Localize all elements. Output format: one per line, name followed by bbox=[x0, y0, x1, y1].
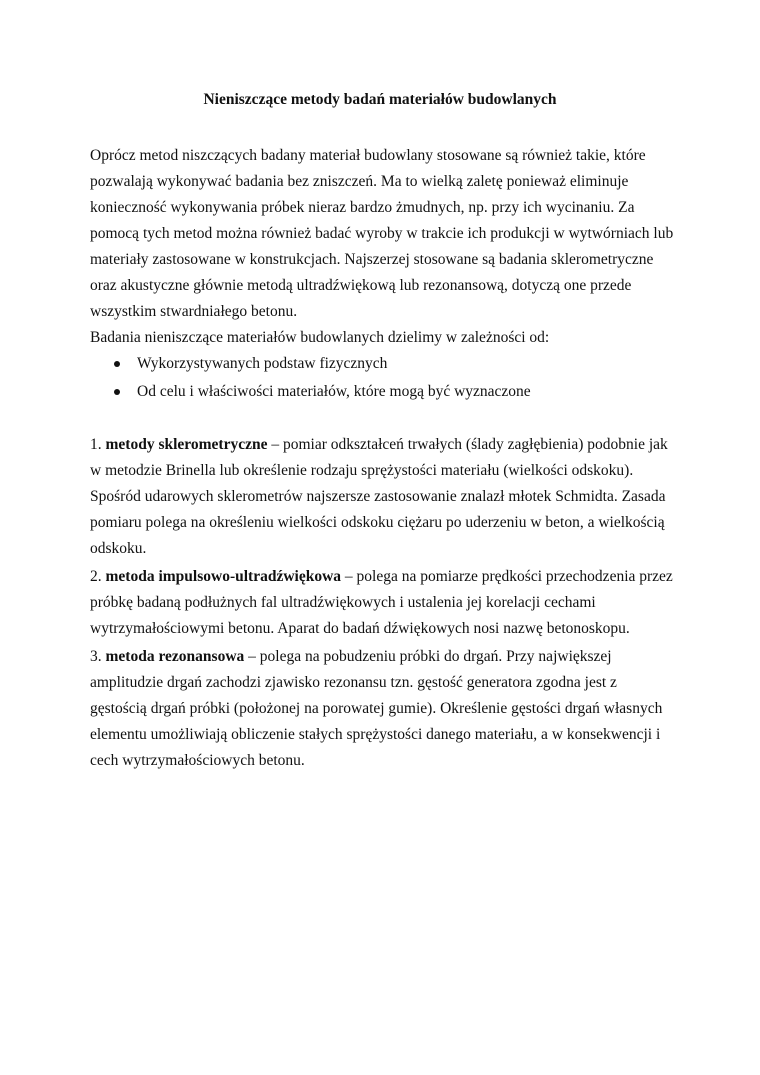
method-number: 1. bbox=[90, 436, 102, 453]
bullet-icon bbox=[114, 389, 120, 395]
method-3-heading-line bbox=[90, 647, 612, 667]
method-name: metoda rezonansowa bbox=[105, 648, 245, 665]
method-name: metody sklerometryczne bbox=[105, 436, 268, 453]
method-description: – polega na pobudzeniu próbki do drgań. Przy największej bbox=[244, 648, 612, 665]
method-1-line: Spośród udarowych sklerometrów najszersze zastosowanie znalazł młotek Schmidta. Zasada bbox=[90, 488, 666, 505]
method-3-line: elementu umożliwiają obliczenie stałych sprężystości danego materiału, a w konsekwencji i bbox=[90, 726, 661, 743]
intro-line: materiały zastosowane w konstrukcjach. Najszerzej stosowane są badania sklerometryczne bbox=[90, 251, 654, 268]
method-description: – pomiar odkształceń trwałych (ślady zagłębienia) podobnie jak bbox=[267, 436, 668, 453]
method-3-line: gęstością drgań próbki (położonej na porowatej gumie). Określenie gęstości drgań własnych bbox=[90, 700, 663, 717]
method-3-line: amplitudzie drgań zachodzi zjawisko rezonansu tzn. gęstość generatora zgodna jest z bbox=[90, 674, 617, 691]
method-3-line: cech wytrzymałościowych betonu. bbox=[90, 752, 305, 769]
method-number: 2. bbox=[90, 568, 102, 585]
intro-line: pomocą tych metod można również badać wyroby w trakcie ich produkcji w wytwórniach lub bbox=[90, 225, 674, 242]
intro-line: wszystkim stwardniałego betonu. bbox=[90, 303, 298, 320]
method-2-heading-line bbox=[90, 567, 673, 587]
intro-line: pozwalają wykonywać badania bez zniszczeń. Ma to wielką zaletę ponieważ eliminuje bbox=[90, 173, 629, 190]
method-name: metoda impulsowo-ultradźwiękowa bbox=[105, 568, 342, 585]
division-line: Badania nieniszczące materiałów budowlanych dzielimy w zależności od: bbox=[90, 329, 550, 346]
method-2-line: próbkę badaną podłużnych fal ultradźwiękowych i ustalenia jej korelacji cechami bbox=[90, 594, 596, 611]
document-title: Nieniszczące metody badań materiałów budowlanych bbox=[203, 91, 557, 108]
method-number: 3. bbox=[90, 648, 102, 665]
intro-line: oraz akustyczne głównie metodą ultradźwiękową lub rezonansową, dotyczą one przede bbox=[90, 277, 632, 294]
bullet-icon bbox=[114, 361, 120, 367]
intro-line: konieczność wykonywania próbek nieraz bardzo żmudnych, np. przy ich wycinaniu. Za bbox=[90, 199, 635, 216]
method-description: – polega na pomiarze prędkości przechodzenia przez bbox=[341, 568, 673, 585]
intro-line: Oprócz metod niszczących badany materiał budowlany stosowane są również takie, które bbox=[90, 147, 646, 164]
method-1-line: odskoku. bbox=[90, 540, 147, 557]
method-1-line: w metodzie Brinella lub określenie rodzaju sprężystości materiału (wielkości odskoku). bbox=[90, 462, 634, 479]
method-2-line: wytrzymałościowymi betonu. Aparat do badań dźwiękowych nosi nazwę betonoskopu. bbox=[90, 620, 630, 637]
method-1-line: pomiaru polega na określeniu wielkości odskoku ciężaru po uderzeniu w beton, a wielkością bbox=[90, 514, 665, 531]
list-item: Od celu i właściwości materiałów, które mogą być wyznaczone bbox=[137, 383, 531, 400]
list-item: Wykorzystywanych podstaw fizycznych bbox=[137, 355, 388, 372]
method-1-heading-line bbox=[90, 435, 668, 455]
